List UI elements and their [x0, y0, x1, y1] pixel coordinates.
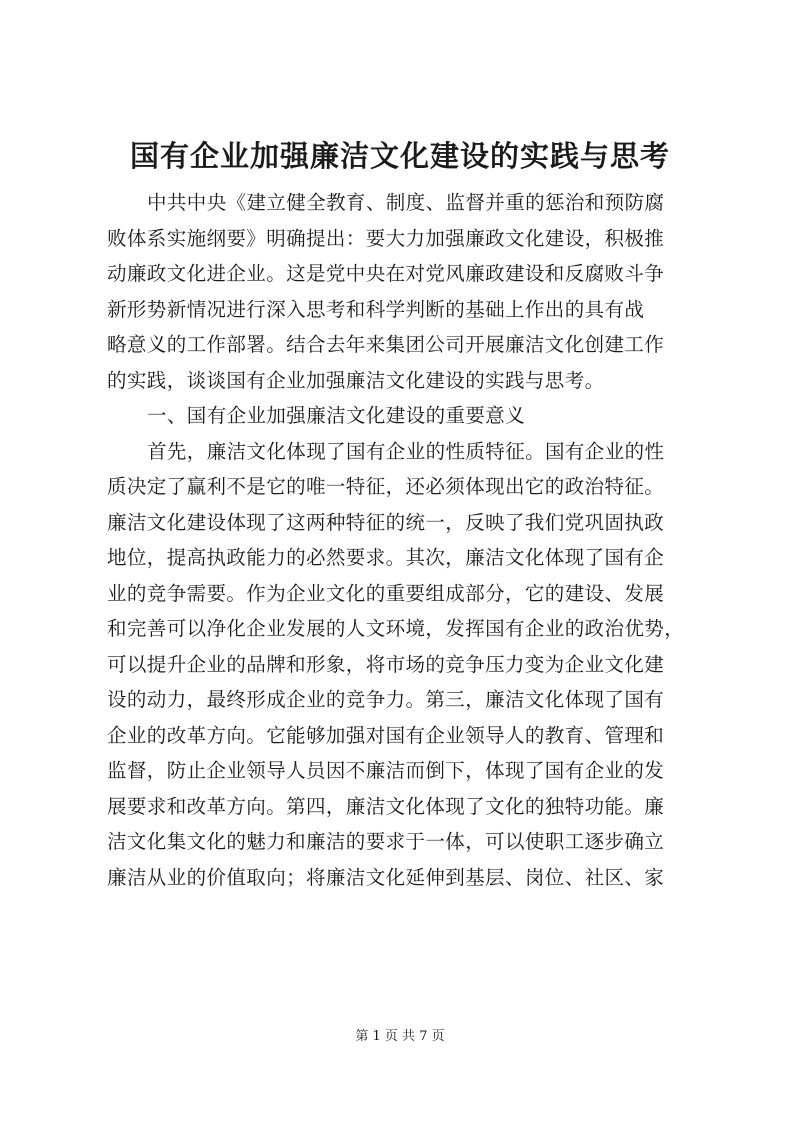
- paragraph-line: 败体系实施纲要》明确提出：要大力加强廉政文化建设，积极推: [107, 226, 665, 250]
- paragraph-line: 新形势新情况进行深入思考和科学判断的基础上作出的具有战: [107, 297, 645, 321]
- paragraph-line: 可以提升企业的品牌和形象，将市场的竞争压力变为企业文化建: [107, 652, 665, 676]
- paragraph-line: 展要求和改革方向。第四，廉洁文化体现了文化的独特功能。廉: [107, 794, 665, 818]
- paragraph-line: 企业的改革方向。它能够加强对国有企业领导人的教育、管理和: [107, 723, 665, 747]
- page-footer: 第 1 页 共 7 页: [355, 1029, 445, 1044]
- paragraph-line: 和完善可以净化企业发展的人文环境，发挥国有企业的政治优势，: [107, 617, 685, 640]
- paragraph-line: 地位，提高执政能力的必然要求。其次，廉洁文化体现了国有企: [107, 546, 665, 569]
- paragraph-line: 廉洁文化建设体现了这两种特征的统一，反映了我们党巩固执政: [107, 510, 665, 534]
- paragraph-line: 洁文化集文化的魅力和廉洁的要求于一体，可以使职工逐步确立: [107, 830, 665, 853]
- paragraph-line: 动廉政文化进企业。这是党中央在对党风廉政建设和反腐败斗争: [107, 262, 665, 285]
- paragraph-line: 监督，防止企业领导人员因不廉洁而倒下，体现了国有企业的发: [107, 759, 665, 782]
- paragraph-line: 略意义的工作部署。结合去年来集团公司开展廉洁文化创建工作: [107, 333, 665, 356]
- document-title: 国有企业加强廉洁文化建设的实践与思考: [129, 139, 670, 173]
- paragraph-line: 的实践，谈谈国有企业加强廉洁文化建设的实践与思考。: [107, 368, 605, 392]
- paragraph-line: 廉洁从业的价值取向；将廉洁文化延伸到基层、岗位、社区、家: [107, 865, 665, 889]
- paragraph-line: 质决定了赢利不是它的唯一特征，还必须体现出它的政治特征。: [107, 475, 665, 498]
- paragraph-line: 首先，廉洁文化体现了国有企业的性质特征。国有企业的性: [147, 439, 665, 463]
- section-heading: 一、国有企业加强廉洁文化建设的重要意义: [147, 404, 526, 427]
- document-body: [107, 185, 709, 895]
- paragraph-line: 设的动力，最终形成企业的竞争力。第三，廉洁文化体现了国有: [107, 688, 665, 711]
- paragraph-line: 中共中央《建立健全教育、制度、监督并重的惩治和预防腐: [147, 191, 665, 214]
- paragraph-line: 业的竞争需要。作为企业文化的重要组成部分，它的建设、发展: [107, 581, 665, 605]
